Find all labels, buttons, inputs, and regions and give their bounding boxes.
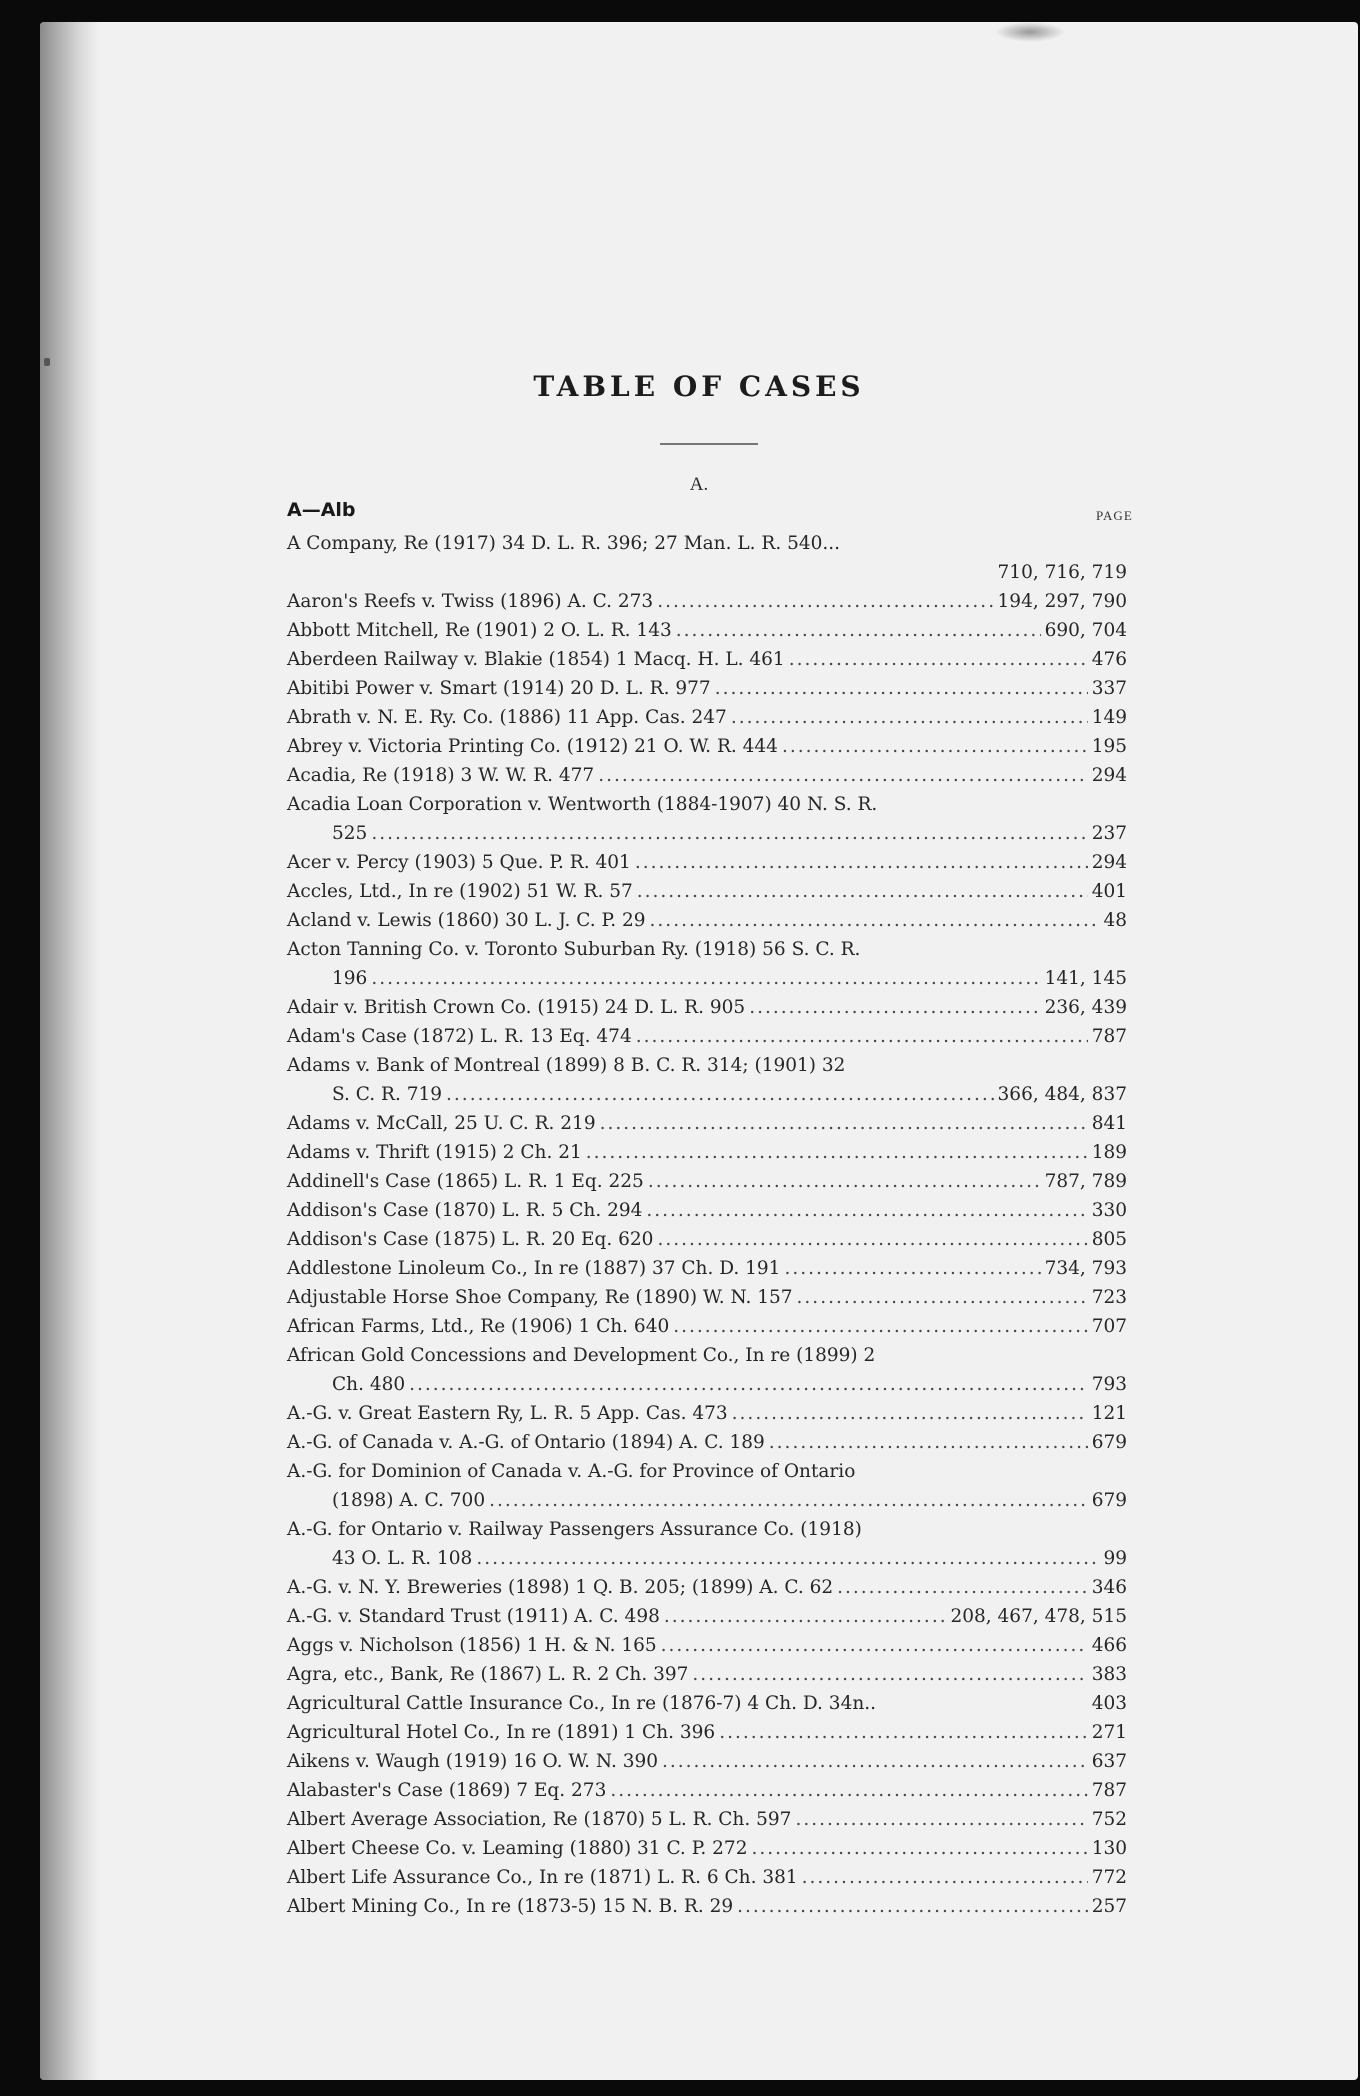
dot-leader (769, 1428, 1088, 1457)
dot-leader (784, 1254, 1040, 1283)
case-citation: Albert Life Assurance Co., In re (1871) L. R. 6 Ch. 381 (287, 1867, 798, 1888)
page-reference: 710, 716, 719 (997, 562, 1127, 583)
case-citation: Abitibi Power v. Smart (1914) 20 D. L. R. 977 (287, 678, 711, 699)
dot-leader (789, 645, 1088, 674)
scan-smudge (995, 22, 1065, 42)
case-list (287, 529, 1127, 1921)
case-entry (287, 1776, 1127, 1805)
case-citation: Aberdeen Railway v. Blakie (1854) 1 Macq. H. L. 461 (287, 649, 785, 670)
case-entry (287, 1486, 1127, 1515)
case-entry (287, 993, 1127, 1022)
page-reference: 383 (1091, 1664, 1127, 1685)
case-citation: A.-G. v. Standard Trust (1911) A. C. 498 (287, 1606, 660, 1627)
page-reference: 337 (1091, 678, 1127, 699)
case-citation: Agra, etc., Bank, Re (1867) L. R. 2 Ch. 397 (287, 1664, 689, 1685)
case-entry (287, 1834, 1127, 1863)
page-reference: 787 (1091, 1026, 1127, 1047)
case-entry (287, 703, 1127, 732)
case-citation: Accles, Ltd., In re (1902) 51 W. R. 57 (287, 881, 633, 902)
page-reference: 401 (1091, 881, 1127, 902)
case-citation: Abbott Mitchell, Re (1901) 2 O. L. R. 143 (287, 620, 672, 641)
case-entry (287, 1689, 1127, 1718)
dot-leader (719, 1718, 1087, 1747)
case-citation: African Gold Concessions and Development Co., In re (1899) 2 (287, 1345, 876, 1366)
case-citation: A.-G. v. N. Y. Breweries (1898) 1 Q. B. 205; (1899) A. C. 62 (287, 1577, 834, 1598)
page-reference: 194, 297, 790 (997, 591, 1127, 612)
page-title: TABLE OF CASES (533, 370, 865, 403)
case-citation: (1898) A. C. 700 (332, 1490, 486, 1511)
page-reference: 734, 793 (1044, 1258, 1127, 1279)
margin-mark (44, 358, 50, 366)
case-citation: 525 (332, 823, 368, 844)
case-citation: Ch. 480 (332, 1374, 406, 1395)
case-entry (287, 1167, 1127, 1196)
page-reference: 752 (1091, 1809, 1127, 1830)
dot-leader (657, 1225, 1087, 1254)
case-entry (287, 1138, 1127, 1167)
case-entry (287, 1718, 1127, 1747)
case-entry (287, 1747, 1127, 1776)
page-reference: 149 (1091, 707, 1127, 728)
case-entry (287, 1080, 1127, 1109)
case-citation: Adams v. McCall, 25 U. C. R. 219 (287, 1113, 596, 1134)
case-citation: Aikens v. Waugh (1919) 16 O. W. N. 390 (287, 1751, 659, 1772)
case-citation: A.-G. for Ontario v. Railway Passengers Assurance Co. (1918) (287, 1519, 862, 1540)
dot-leader (600, 1109, 1088, 1138)
case-citation: A.-G. v. Great Eastern Ry, L. R. 5 App. Cas. 473 (287, 1403, 728, 1424)
page-reference: 476 (1091, 649, 1127, 670)
page-reference: 793 (1091, 1374, 1127, 1395)
case-entry (287, 1428, 1127, 1457)
case-citation: Abrey v. Victoria Printing Co. (1912) 21 O. W. R. 444 (287, 736, 778, 757)
dot-leader (636, 1022, 1088, 1051)
case-citation: Agricultural Hotel Co., In re (1891) 1 Ch. 396 (287, 1722, 716, 1743)
dot-leader (692, 1660, 1087, 1689)
case-citation: Addison's Case (1875) L. R. 20 Eq. 620 (287, 1229, 654, 1250)
case-citation: Aaron's Reefs v. Twiss (1896) A. C. 273 (287, 591, 654, 612)
case-citation: Adjustable Horse Shoe Company, Re (1890) W. N. 157 (287, 1287, 793, 1308)
case-entry (287, 848, 1127, 877)
dot-leader (732, 1399, 1088, 1428)
case-entry (287, 1544, 1127, 1573)
page-reference: 690, 704 (1044, 620, 1127, 641)
case-entry (287, 1399, 1127, 1428)
page-reference: 294 (1091, 765, 1127, 786)
case-citation: Addison's Case (1870) L. R. 5 Ch. 294 (287, 1200, 643, 1221)
dot-leader (795, 1805, 1087, 1834)
case-entry (287, 1109, 1127, 1138)
page-reference: 707 (1091, 1316, 1127, 1337)
case-entry (287, 906, 1127, 935)
case-entry (287, 1225, 1127, 1254)
dot-leader (782, 732, 1088, 761)
page-reference: 805 (1091, 1229, 1127, 1250)
dot-leader (489, 1486, 1088, 1515)
dot-leader (797, 1283, 1088, 1312)
case-entry (287, 1573, 1127, 1602)
case-entry (287, 1863, 1127, 1892)
page-reference: 466 (1091, 1635, 1127, 1656)
case-entry (287, 1254, 1127, 1283)
page-reference: 787, 789 (1044, 1171, 1127, 1192)
case-entry (287, 790, 1127, 819)
case-entry (287, 1457, 1127, 1486)
case-citation: Acland v. Lewis (1860) 30 L. J. C. P. 29 (287, 910, 646, 931)
page-reference: 130 (1091, 1838, 1127, 1859)
page-reference: 237 (1091, 823, 1127, 844)
page-reference: 403 (1091, 1693, 1127, 1714)
case-entry (287, 1196, 1127, 1225)
page-reference: 195 (1091, 736, 1127, 757)
page-reference: 99 (1103, 1548, 1127, 1569)
case-citation: Albert Mining Co., In re (1873-5) 15 N. B. R. 29 (287, 1896, 734, 1917)
dot-leader (737, 1892, 1088, 1921)
page-reference: 257 (1091, 1896, 1127, 1917)
dot-leader (646, 1196, 1087, 1225)
case-entry (287, 964, 1127, 993)
dot-leader (648, 1167, 1041, 1196)
dot-leader (662, 1747, 1088, 1776)
case-citation: African Farms, Ltd., Re (1906) 1 Ch. 640 (287, 1316, 670, 1337)
dot-leader (749, 993, 1040, 1022)
page-reference: 679 (1091, 1490, 1127, 1511)
dot-leader (661, 1631, 1088, 1660)
page-reference: 723 (1091, 1287, 1127, 1308)
case-entry (287, 558, 1127, 587)
case-entry (287, 1515, 1127, 1544)
page-reference: 141, 145 (1044, 968, 1127, 989)
page-reference: 366, 484, 837 (997, 1084, 1127, 1105)
dot-leader (446, 1080, 993, 1109)
page-reference: 294 (1091, 852, 1127, 873)
case-citation: Adams v. Thrift (1915) 2 Ch. 21 (287, 1142, 582, 1163)
page-reference: 772 (1091, 1867, 1127, 1888)
dot-leader (409, 1370, 1088, 1399)
dot-leader (837, 1573, 1088, 1602)
page-reference: 679 (1091, 1432, 1127, 1453)
case-citation: Acadia, Re (1918) 3 W. W. R. 477 (287, 765, 595, 786)
page-reference: 330 (1091, 1200, 1127, 1221)
page-reference: 236, 439 (1044, 997, 1127, 1018)
case-entry (287, 1022, 1127, 1051)
page-reference: 841 (1091, 1113, 1127, 1134)
dot-leader (635, 848, 1088, 877)
case-entry (287, 1602, 1127, 1631)
case-citation: Abrath v. N. E. Ry. Co. (1886) 11 App. Cas. 247 (287, 707, 727, 728)
case-entry (287, 1312, 1127, 1341)
page-reference: 121 (1091, 1403, 1127, 1424)
case-citation: 43 O. L. R. 108 (332, 1548, 473, 1569)
case-citation: Acer v. Percy (1903) 5 Que. P. R. 401 (287, 852, 631, 873)
case-citation: Aggs v. Nicholson (1856) 1 H. & N. 165 (287, 1635, 657, 1656)
dot-leader (598, 761, 1087, 790)
case-entry (287, 1892, 1127, 1921)
case-citation: Albert Average Association, Re (1870) 5 L. R. Ch. 597 (287, 1809, 792, 1830)
case-entry (287, 645, 1127, 674)
case-citation: 196 (332, 968, 368, 989)
page-reference: 271 (1091, 1722, 1127, 1743)
page-reference: 346 (1091, 1577, 1127, 1598)
dot-leader (664, 1602, 947, 1631)
case-citation: Acton Tanning Co. v. Toronto Suburban Ry. (1918) 56 S. C. R. (287, 939, 861, 960)
dot-leader (676, 616, 1041, 645)
case-entry (287, 674, 1127, 703)
dot-leader (650, 906, 1100, 935)
page-reference: 189 (1091, 1142, 1127, 1163)
dot-leader (476, 1544, 1099, 1573)
case-entry (287, 587, 1127, 616)
case-citation: Albert Cheese Co. v. Leaming (1880) 31 C. P. 272 (287, 1838, 748, 1859)
section-letter: A. (689, 474, 709, 495)
case-citation: Acadia Loan Corporation v. Wentworth (1884-1907) 40 N. S. R. (287, 794, 878, 815)
dot-leader (673, 1312, 1087, 1341)
case-citation: Agricultural Cattle Insurance Co., In re (1876-7) 4 Ch. D. 34n.. (287, 1693, 877, 1714)
dot-leader (802, 1863, 1088, 1892)
case-citation: A.-G. of Canada v. A.-G. of Ontario (1894) A. C. 189 (287, 1432, 765, 1453)
dot-leader (751, 1834, 1087, 1863)
dot-leader (657, 587, 993, 616)
dot-leader (715, 674, 1088, 703)
case-citation: A.-G. for Dominion of Canada v. A.-G. for Province of Ontario (287, 1461, 856, 1482)
book-spine-shadow (40, 22, 100, 2080)
case-entry (287, 732, 1127, 761)
case-citation: A Company, Re (1917) 34 D. L. R. 396; 27 Man. L. R. 540... (287, 533, 841, 554)
title-divider (660, 443, 758, 445)
dot-leader (371, 964, 1040, 993)
case-citation: S. C. R. 719 (332, 1084, 443, 1105)
case-entry (287, 1631, 1127, 1660)
page-reference: 787 (1091, 1780, 1127, 1801)
case-entry (287, 761, 1127, 790)
case-entry (287, 1341, 1127, 1370)
case-entry (287, 1051, 1127, 1080)
case-citation: Addinell's Case (1865) L. R. 1 Eq. 225 (287, 1171, 644, 1192)
dot-leader (371, 819, 1087, 848)
dot-leader (586, 1138, 1088, 1167)
case-citation: Adair v. British Crown Co. (1915) 24 D. L. R. 905 (287, 997, 746, 1018)
scanned-page (40, 22, 1358, 2080)
case-citation: Adams v. Bank of Montreal (1899) 8 B. C. R. 314; (1901) 32 (287, 1055, 846, 1076)
page-column-heading: PAGE (1096, 508, 1133, 523)
dot-leader (637, 877, 1088, 906)
case-entry (287, 1805, 1127, 1834)
dot-leader (610, 1776, 1087, 1805)
page-reference: 637 (1091, 1751, 1127, 1772)
case-entry (287, 529, 1127, 558)
case-entry (287, 1370, 1127, 1399)
case-citation: Adam's Case (1872) L. R. 13 Eq. 474 (287, 1026, 632, 1047)
case-entry (287, 1283, 1127, 1312)
case-entry (287, 1660, 1127, 1689)
page-reference: 208, 467, 478, 515 (950, 1606, 1127, 1627)
case-entry (287, 877, 1127, 906)
page-reference: 48 (1103, 910, 1127, 931)
dot-leader (731, 703, 1088, 732)
case-entry (287, 819, 1127, 848)
case-citation: Addlestone Linoleum Co., In re (1887) 37 Ch. D. 191 (287, 1258, 781, 1279)
range-heading: A—Alb (287, 499, 356, 521)
case-entry (287, 935, 1127, 964)
case-entry (287, 616, 1127, 645)
case-citation: Alabaster's Case (1869) 7 Eq. 273 (287, 1780, 607, 1801)
